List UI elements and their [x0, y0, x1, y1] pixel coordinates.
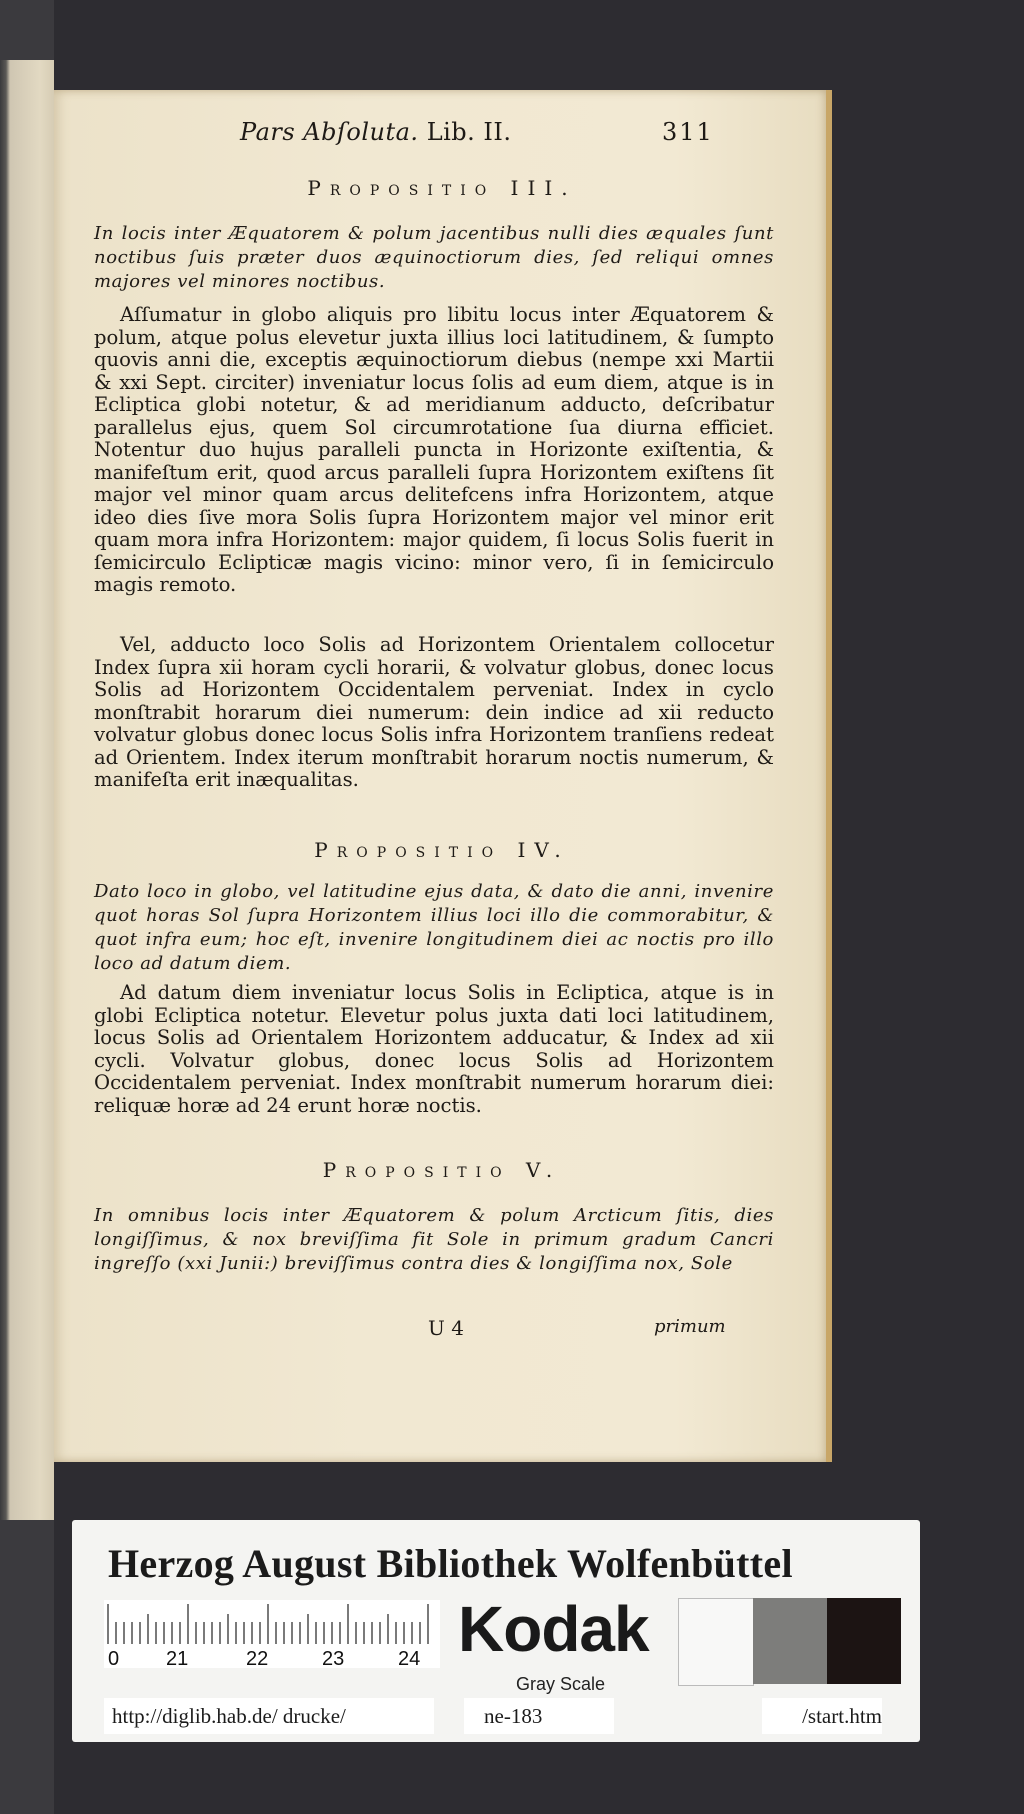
scan-background-bottom [0, 1520, 54, 1814]
running-head [54, 118, 830, 158]
signature-mark: U 4 [428, 1316, 464, 1340]
catchword: primum [654, 1316, 726, 1337]
book-page [54, 90, 830, 1462]
ruler-label: 23 [322, 1648, 345, 1670]
proposition-paragraph: Ad datum diem inveniatur locus Solis in Ecliptica, atque is in globi Ecliptica notetur. Elevetur polus juxta dati loci latitudinem, locus Solis ad Orientalem Horizontem adducatur, & Index ad xii cycli. Volvatur globus, donec locus Solis ad Horizontem Occidentalem perveniat. Index monſtrabit numerum horarum diei: reliquæ horæ ad 24 erunt horæ noctis. [94, 981, 774, 1117]
proposition-paragraph: Vel, adducto loco Solis ad Horizontem Orientalem collocetur Index ſupra xii horam cycli horarii, & volvatur globus, donec locus Solis ad Horizontem Occidentalem perveniat. Index in cyclo monſtrabit horarum diei numerum: dein indice ad xii reducto volvatur globus donec locus Solis infra Horizontem tranſiens redeat ad Orientem. Index iterum monſtrabit horarum noctis numerum, & manifeſta erit inæqualitas. [94, 633, 774, 791]
proposition-enunciation: In locis inter Æquatorem & polum jacentibus nulli dies æquales ſunt noctibus ſuis præter duos æquinoctiorum dies, ſed reliqui omnes majores vel minores noctibus. [94, 223, 774, 292]
proposition-enunciation: In omnibus locis inter Æquatorem & polum Arcticum ſitis, dies longiſſimus, & nox breviſſima fit Sole in primum gradum Cancri ingreſſo (xxi Junii:) breviſſimus contra dies & longiſſima nox, Sole [94, 1205, 774, 1274]
shelfmark: ne-183 [464, 1698, 614, 1734]
proposition-heading: Propositio III. [307, 176, 577, 200]
ruler-label: 22 [246, 1648, 269, 1670]
proposition-enunciation: Dato loco in globo, vel latitudine ejus data, & dato die anni, invenire quot horas Sol ſupra Horizontem illius loci illo die commorabitur, & quot infra eum; hoc eſt, invenire longitudinem diei ac noctis pro illo loco ad datum diem. [94, 881, 774, 974]
url-end: /start.htm [762, 1698, 882, 1734]
page-number: 311 [662, 118, 714, 146]
ruler-label: 21 [166, 1648, 189, 1670]
kodak-logo: Kodak [458, 1593, 649, 1665]
page-edge [826, 90, 832, 1462]
scale-ruler [104, 1600, 440, 1668]
proposition-heading: Propositio V. [322, 1158, 562, 1182]
swatch-black [827, 1598, 901, 1684]
url-base: http://diglib.hab.de/ drucke/ [104, 1698, 434, 1734]
proposition-heading: Propositio IV. [314, 838, 570, 862]
ruler-label: 0 [108, 1648, 120, 1670]
gray-scale-label: Gray Scale [516, 1674, 606, 1694]
library-name: Herzog August Bibliothek Wolfenbüttel [108, 1541, 793, 1586]
proposition-paragraph: Aſſumatur in globo aliquis pro libitu locus inter Æquatorem & polum, atque polus elevetur juxta illius loci latitudinem, & ſumpto quovis anni die, exceptis æquinoctiorum diebus (nempe xxi Martii & xxi Sept. circiter) inveniatur locus ſolis ad eum diem, atque is in Ecliptica globi notetur, & ad meridianum adducto, deſcribatur parallelus ejus, quem Sol circumrotatione ſua diurna efficiet. Notentur duo hujus paralleli puncta in Horizonte exiſtentia, & manifeſtum erit, quod arcus paralleli ſupra Horizontem exiſtens ſit major vel minor quam arcus delitefcens infra Horizontem, atque ideo dies ſive mora Solis ſupra Horizontem major vel minor erit quam mora infra Horizontem: major quidem, ſi locus Solis fuerit in ſemicirculo Eclipticæ magis vicino: minor vero, ſi in ſemicirculo magis remoto. [94, 303, 774, 596]
running-head-italic: Pars Abſoluta. [240, 118, 419, 146]
ruler-label: 24 [398, 1648, 421, 1670]
scan-background-top [0, 0, 54, 60]
running-head-title [240, 118, 512, 146]
swatch-gray [753, 1598, 827, 1684]
swatch-white [678, 1598, 754, 1686]
scan-target-card [72, 1520, 920, 1742]
running-head-roman: Lib. II. [426, 118, 512, 146]
ruler-ticks [104, 1604, 440, 1646]
